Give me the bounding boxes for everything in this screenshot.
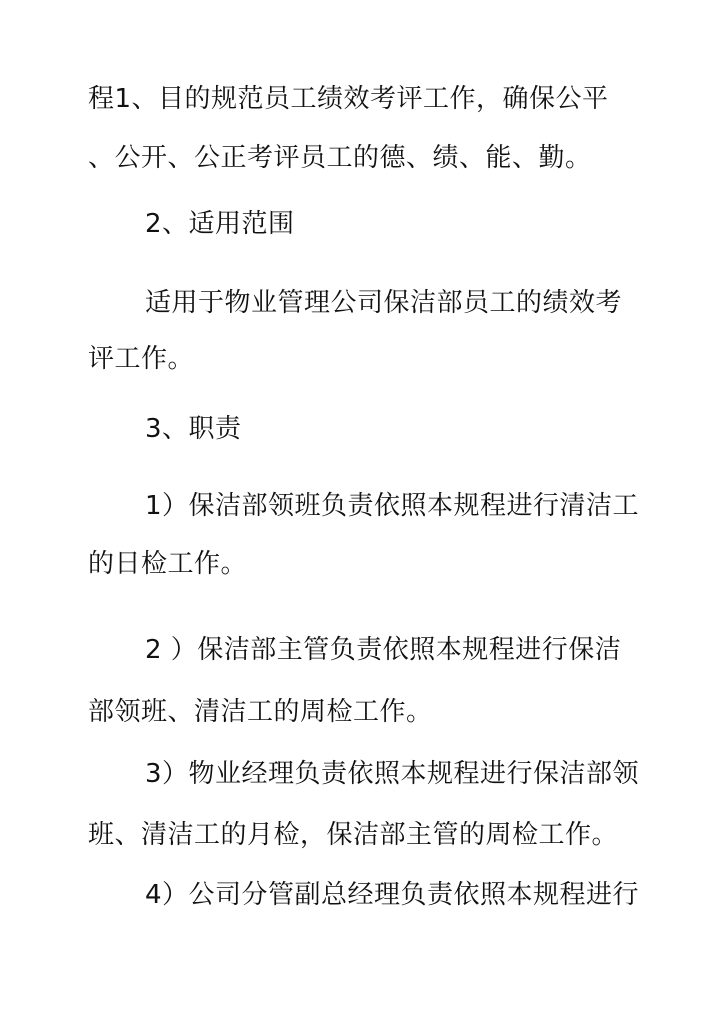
list-item-1-cont: 的日检工作。	[88, 549, 248, 579]
list-item-2: 2 ）保洁部主管负责依照本规程进行保洁	[145, 635, 622, 665]
list-item-3-cont: 班、清洁工的月检，保洁部主管的周检工作。	[88, 820, 619, 850]
list-item-4: 4）公司分管副总经理负责依照本规程进行	[145, 880, 640, 910]
list-item-3: 3）物业经理负责依照本规程进行保洁部领	[145, 759, 640, 789]
paragraph-line-purpose: 程1、目的规范员工绩效考评工作，确保公平	[88, 84, 609, 114]
list-item-1: 1）保洁部领班负责依照本规程进行清洁工	[145, 491, 640, 521]
section-heading-duties: 3、职责	[145, 414, 242, 444]
paragraph-line-scope-cont: 评工作。	[88, 344, 195, 374]
list-item-2-cont: 部领班、清洁工的周检工作。	[88, 697, 433, 727]
paragraph-line-purpose-cont: 、公开、公正考评员工的德、绩、能、勤。	[88, 143, 592, 173]
section-heading-scope: 2、适用范围	[145, 209, 295, 239]
paragraph-line-scope: 适用于物业管理公司保洁部员工的绩效考	[145, 288, 623, 318]
